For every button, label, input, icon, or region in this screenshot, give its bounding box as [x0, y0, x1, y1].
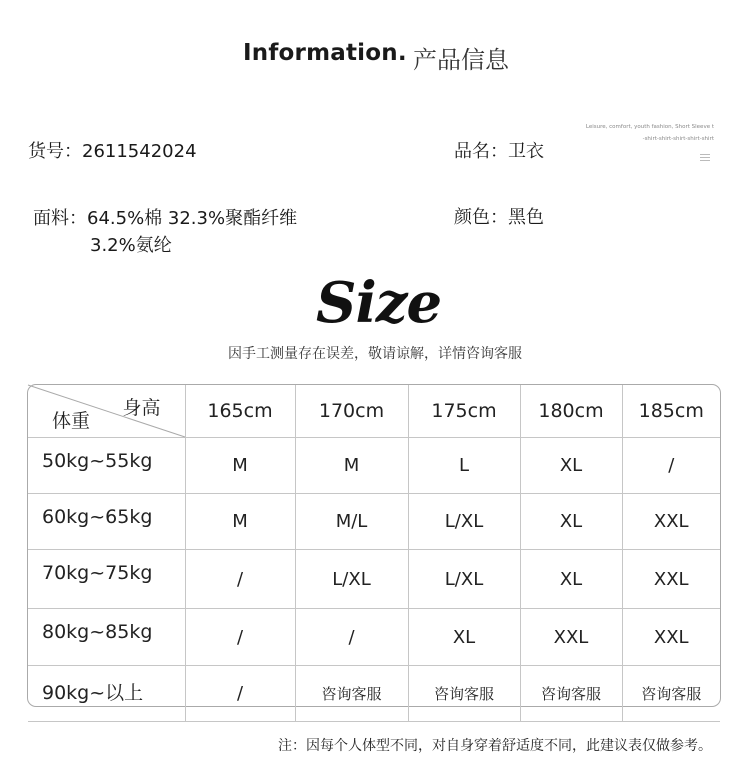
size-table — [27, 384, 721, 754]
table-row — [28, 609, 720, 666]
table-row — [28, 550, 720, 609]
product-name — [454, 137, 544, 163]
item-number — [28, 137, 197, 163]
weight-cell: 90kg~以上 — [28, 666, 185, 722]
size-cell: XL — [520, 550, 622, 609]
decorative-caption — [560, 121, 714, 145]
size-cell: XXL — [622, 494, 720, 550]
decorative-caption-line2: -shirt-shirt-shirt-shirt-shirt — [642, 136, 714, 142]
item-number-label: 货号： — [28, 141, 82, 162]
weight-cell: 60kg~65kg — [28, 494, 185, 550]
size-cell: XL — [408, 609, 520, 666]
size-cell: / — [185, 609, 295, 666]
height-header: 185cm — [622, 385, 720, 438]
size-cell: L/XL — [295, 550, 408, 609]
title-english: Information. — [243, 40, 407, 66]
size-cell: L/XL — [408, 494, 520, 550]
height-header: 175cm — [408, 385, 520, 438]
weight-cell: 50kg~55kg — [28, 438, 185, 494]
list-icon — [700, 154, 710, 164]
table-footnote-row — [28, 722, 720, 768]
size-cell: L — [408, 438, 520, 494]
table-row — [28, 666, 720, 722]
size-cell: XL — [520, 438, 622, 494]
color-value: 黑色 — [508, 207, 544, 228]
color — [454, 203, 544, 229]
size-cell: / — [185, 666, 295, 722]
corner-height-label: 身高 — [122, 397, 161, 419]
size-cell: XXL — [520, 609, 622, 666]
table-footnote: 注：因每个人体型不同，对自身穿着舒适度不同，此建议表仅做参考。 — [278, 737, 712, 754]
title-chinese: 产品信息 — [413, 46, 509, 74]
table-header-row — [28, 385, 720, 438]
fabric-line2: 3.2%氨纶 — [90, 235, 172, 256]
measurement-note: 因手工测量存在误差，敬请谅解，详情咨询客服 — [228, 346, 522, 362]
size-cell: 咨询客服 — [295, 666, 408, 722]
size-cell: XXL — [622, 609, 720, 666]
product-name-label: 品名： — [454, 141, 508, 162]
size-cell: 咨询客服 — [622, 666, 720, 722]
size-cell: M — [185, 438, 295, 494]
size-cell: XL — [520, 494, 622, 550]
item-number-value: 2611542024 — [82, 141, 197, 162]
size-cell: 咨询客服 — [408, 666, 520, 722]
size-cell: / — [185, 550, 295, 609]
size-heading: Size — [316, 270, 442, 336]
height-header: 180cm — [520, 385, 622, 438]
color-label: 颜色： — [454, 207, 508, 228]
table-row — [28, 494, 720, 550]
corner-cell — [28, 385, 185, 438]
fabric-line1: 64.5%棉 32.3%聚酯纤维 — [87, 208, 298, 229]
fabric-label: 面料： — [33, 208, 87, 229]
size-cell: L/XL — [408, 550, 520, 609]
height-header: 165cm — [185, 385, 295, 438]
weight-cell: 70kg~75kg — [28, 550, 185, 609]
size-cell: / — [295, 609, 408, 666]
table-row — [28, 438, 720, 494]
corner-weight-label: 体重 — [52, 410, 91, 432]
decorative-caption-line1: Leisure, comfort, youth fashion, Short Sleeve t — [585, 124, 714, 130]
weight-cell: 80kg~85kg — [28, 609, 185, 666]
size-cell: M — [185, 494, 295, 550]
size-cell: M — [295, 438, 408, 494]
size-cell: / — [622, 438, 720, 494]
size-cell: 咨询客服 — [520, 666, 622, 722]
size-cell: XXL — [622, 550, 720, 609]
height-header: 170cm — [295, 385, 408, 438]
product-name-value: 卫衣 — [508, 141, 544, 162]
fabric — [33, 204, 297, 230]
size-cell: M/L — [295, 494, 408, 550]
